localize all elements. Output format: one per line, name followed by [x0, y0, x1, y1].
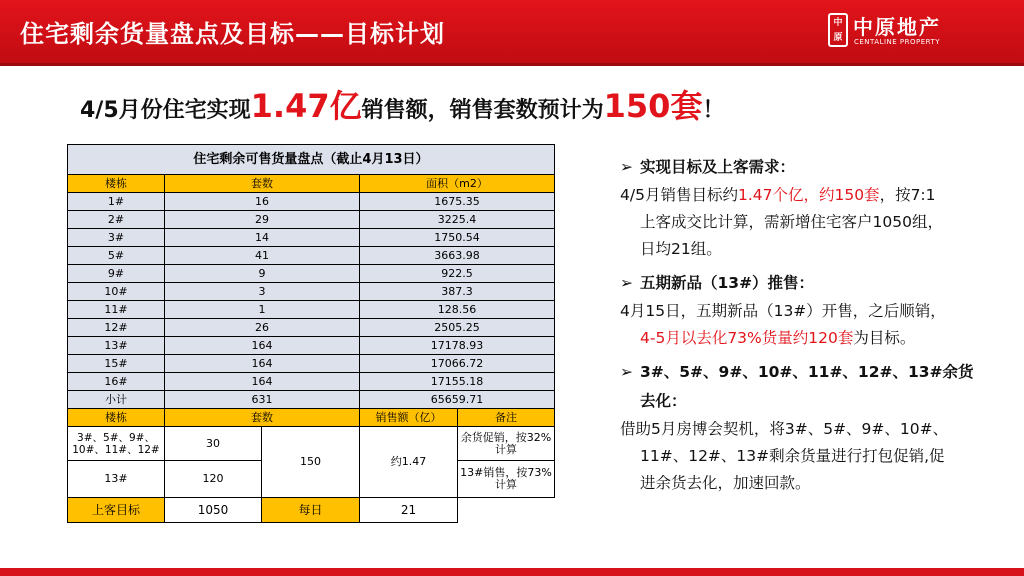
customer-target-label: 上客目标: [68, 498, 165, 523]
cell-sets: 164: [165, 373, 360, 391]
cell-sets: 631: [165, 391, 360, 409]
cell-sets: 3: [165, 283, 360, 301]
cell-building: 2#: [68, 211, 165, 229]
target-total-sets: 150: [262, 427, 360, 498]
cell-area: 17066.72: [360, 355, 555, 373]
cell-building: 3#: [68, 229, 165, 247]
cell-sets: 16: [165, 193, 360, 211]
cell-sets: 1: [165, 301, 360, 319]
centaline-logo: [828, 13, 1018, 53]
headline-amount: 1.47亿: [250, 87, 362, 125]
arrow-right-icon: ➢: [620, 158, 633, 176]
cell-building: 15#: [68, 355, 165, 373]
daily-label: 每日: [262, 498, 360, 523]
table-row: [68, 229, 555, 247]
p3-a: 借助5月房博会契机，将3#、5#、9#、10#、: [620, 420, 949, 438]
table-row: [68, 373, 555, 391]
paragraph-remaining: [620, 416, 1020, 497]
p2-highlight: 4-5月以去化73%货量约120套: [640, 329, 854, 347]
table-header-row: [68, 175, 555, 193]
cell-building: 1#: [68, 193, 165, 211]
headline: [80, 84, 724, 133]
cell-sets: 164: [165, 355, 360, 373]
target-note: 余货促销，按32%计算: [458, 427, 555, 461]
headline-part2: 销售额，销售套数预计为: [361, 98, 604, 123]
table-row: [68, 391, 555, 409]
table-row: [68, 337, 555, 355]
cell-building: 5#: [68, 247, 165, 265]
arrow-right-icon: ➢: [620, 274, 633, 292]
target-notes: [620, 153, 1020, 503]
bullet-new-launch-label: 五期新品（13#）推售：: [640, 274, 815, 292]
target-header-sales: 销售额（亿）: [360, 409, 458, 427]
p3-c: 进余货去化，加速回款。: [640, 474, 811, 492]
table-row: [68, 355, 555, 373]
cell-area: 922.5: [360, 265, 555, 283]
paragraph-new-launch: [620, 298, 1020, 352]
bullet-remaining-label-2: 去化：: [640, 392, 687, 410]
customer-target-value: 1050: [165, 498, 262, 523]
p1-a: 4/5月销售目标约: [620, 186, 738, 204]
daily-value: 21: [360, 498, 458, 523]
target-building: 3#、5#、9#、10#、11#、12#: [68, 427, 165, 461]
target-total-sales: 约1.47: [360, 427, 458, 498]
target-header-note: 备注: [458, 409, 555, 427]
cell-area: 387.3: [360, 283, 555, 301]
cell-sets: 29: [165, 211, 360, 229]
cell-area: 17178.93: [360, 337, 555, 355]
cell-sets: 9: [165, 265, 360, 283]
inventory-table: [67, 144, 555, 523]
headline-part3: ！: [702, 98, 725, 123]
target-header-row: [68, 409, 555, 427]
table-row: [68, 265, 555, 283]
cell-area: 1750.54: [360, 229, 555, 247]
headline-sets: 150套: [603, 87, 703, 125]
cell-building: 11#: [68, 301, 165, 319]
cell-area: 2505.25: [360, 319, 555, 337]
bullet-remaining: [620, 358, 1020, 416]
table-row: [68, 319, 555, 337]
p3-b: 11#、12#、13#剩余货量进行打包促销,促: [640, 447, 945, 465]
headline-part1: 4/5月份住宅实现: [80, 98, 251, 123]
target-footer-row: [68, 498, 555, 523]
p1-d: 日均21组。: [640, 240, 722, 258]
logo-seal-icon: 中原: [828, 13, 848, 47]
bullet-target-label: 实现目标及上客需求：: [640, 158, 796, 176]
cell-area: 17155.18: [360, 373, 555, 391]
header-bar: [0, 0, 1024, 63]
target-header-sets: 套数: [165, 409, 360, 427]
cell-sets: 14: [165, 229, 360, 247]
page-title: 住宅剩余货量盘点及目标——目标计划: [20, 20, 445, 48]
p1-highlight: 1.47个亿，约150套: [737, 186, 880, 204]
target-sets: 120: [165, 461, 262, 498]
table-row: [68, 193, 555, 211]
p2-b: 为目标。: [853, 329, 916, 347]
bullet-target: [620, 153, 1020, 182]
arrow-right-icon: ➢: [620, 363, 633, 381]
paragraph-target: [620, 182, 1020, 263]
target-note: 13#销售，按73%计算: [458, 461, 555, 498]
header-building: 楼栋: [68, 175, 165, 193]
table-row: [68, 283, 555, 301]
cell-building: 9#: [68, 265, 165, 283]
logo-en-text: CENTALINE PROPERTY: [854, 38, 941, 46]
cell-area: 1675.35: [360, 193, 555, 211]
cell-area: 65659.71: [360, 391, 555, 409]
header-divider: [0, 63, 1024, 66]
table-row: [68, 301, 555, 319]
header-sets: 套数: [165, 175, 360, 193]
bullet-new-launch: [620, 269, 1020, 298]
cell-building: 10#: [68, 283, 165, 301]
table-title: 住宅剩余可售货量盘点（截止4月13日）: [68, 145, 555, 175]
p2-a: 4月15日，五期新品（13#）开售，之后顺销，: [620, 302, 946, 320]
cell-area: 3663.98: [360, 247, 555, 265]
cell-area: 128.56: [360, 301, 555, 319]
table-row: [68, 247, 555, 265]
cell-building: 13#: [68, 337, 165, 355]
cell-building: 小计: [68, 391, 165, 409]
table-row: [68, 211, 555, 229]
target-sets: 30: [165, 427, 262, 461]
target-header-building: 楼栋: [68, 409, 165, 427]
header-area: 面积（m2）: [360, 175, 555, 193]
p1-c: 上客成交比计算，需新增住宅客户1050组，: [640, 213, 943, 231]
target-row: [68, 427, 555, 461]
cell-building: 12#: [68, 319, 165, 337]
footer-bar: [0, 568, 1024, 576]
cell-sets: 26: [165, 319, 360, 337]
cell-sets: 164: [165, 337, 360, 355]
p1-b: ，按7:1: [879, 186, 936, 204]
target-building: 13#: [68, 461, 165, 498]
cell-area: 3225.4: [360, 211, 555, 229]
bullet-remaining-label: 3#、5#、9#、10#、11#、12#、13#余货: [640, 363, 974, 381]
cell-building: 16#: [68, 373, 165, 391]
logo-cn-text: 中原地产: [853, 15, 941, 39]
cell-sets: 41: [165, 247, 360, 265]
